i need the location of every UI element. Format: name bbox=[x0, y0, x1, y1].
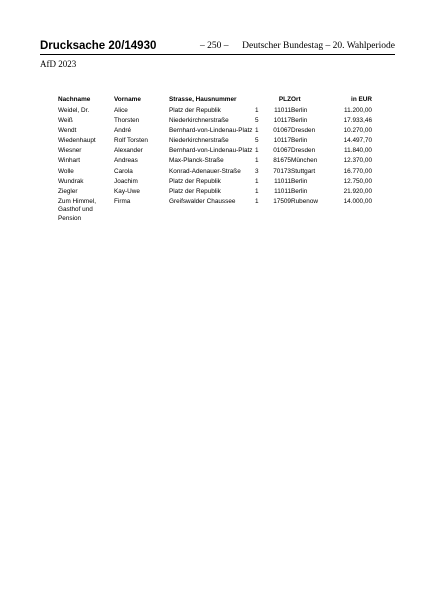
cell-amount: 10.270,00 bbox=[343, 127, 372, 135]
table-row bbox=[58, 157, 372, 167]
cell-last-name: Weiß bbox=[58, 117, 73, 125]
cell-last-name: Wendt bbox=[58, 127, 77, 135]
table-row bbox=[58, 117, 372, 127]
cell-first-name: André bbox=[114, 127, 132, 135]
column-header-street: Strasse, Hausnummer bbox=[169, 96, 237, 103]
cell-first-name: Firma bbox=[114, 197, 131, 205]
header-rule bbox=[40, 54, 395, 55]
cell-street: Niederkirchnerstraße bbox=[169, 137, 229, 145]
column-header-city: Ort bbox=[291, 96, 301, 103]
cell-city: Berlin bbox=[291, 187, 308, 195]
document-number bbox=[40, 39, 156, 53]
cell-plz: 01067 bbox=[273, 127, 291, 135]
cell-last-name: Weidel, Dr. bbox=[58, 107, 90, 114]
cell-amount: 11.200,00 bbox=[344, 107, 372, 114]
cell-house-number: 1 bbox=[255, 147, 259, 155]
page-header bbox=[40, 39, 395, 53]
cell-amount: 12.750,00 bbox=[343, 177, 372, 185]
cell-city: Dresden bbox=[291, 147, 316, 155]
cell-first-name: Joachim bbox=[114, 177, 138, 185]
table-row bbox=[58, 137, 372, 147]
cell-house-number: 1 bbox=[255, 107, 259, 114]
table-row bbox=[58, 188, 372, 198]
cell-city: Berlin bbox=[291, 117, 308, 125]
cell-first-name: Andreas bbox=[114, 157, 138, 165]
cell-last-name: Wolle bbox=[58, 167, 74, 175]
column-header-last-name: Nachname bbox=[58, 96, 91, 103]
donor-table-body bbox=[58, 107, 372, 225]
cell-city: Berlin bbox=[291, 177, 308, 185]
cell-city: Rubenow bbox=[291, 197, 319, 205]
cell-plz: 17509 bbox=[273, 197, 291, 205]
cell-city: Dresden bbox=[291, 127, 316, 135]
cell-street: Platz der Republik bbox=[169, 107, 221, 114]
cell-first-name: Carola bbox=[114, 167, 133, 175]
cell-city: München bbox=[291, 157, 318, 165]
cell-street: Bernhard-von-Lindenau-Platz bbox=[169, 147, 253, 155]
cell-plz: 10117 bbox=[273, 117, 291, 125]
cell-first-name: Alice bbox=[114, 107, 128, 114]
page-number: – 250 – bbox=[200, 41, 229, 51]
cell-plz: 81675 bbox=[273, 157, 291, 165]
table-row bbox=[58, 127, 372, 137]
cell-last-name: Wiesner bbox=[58, 147, 82, 155]
cell-street: Konrad-Adenauer-Straße bbox=[169, 167, 241, 175]
document-number-value: 14930 bbox=[124, 40, 157, 52]
cell-amount: 21.920,00 bbox=[343, 187, 372, 195]
cell-street: Niederkirchnerstraße bbox=[169, 117, 229, 125]
cell-plz: 11011 bbox=[274, 107, 291, 114]
table-row bbox=[58, 198, 372, 225]
cell-plz: 11011 bbox=[274, 177, 291, 185]
cell-last-name: Zum Himmel, Gasthof und Pension bbox=[58, 197, 96, 222]
cell-plz: 11011 bbox=[274, 187, 291, 195]
donor-table bbox=[58, 96, 372, 225]
cell-plz: 10117 bbox=[273, 137, 291, 145]
table-row bbox=[58, 168, 372, 178]
cell-plz: 01067 bbox=[273, 147, 291, 155]
cell-house-number: 1 bbox=[255, 157, 259, 165]
cell-last-name: Ziegler bbox=[58, 187, 78, 195]
cell-street: Platz der Republik bbox=[169, 177, 221, 185]
cell-street: Greifswalder Chaussee bbox=[169, 197, 236, 205]
cell-street: Max-Planck-Straße bbox=[169, 157, 224, 165]
cell-house-number: 5 bbox=[255, 117, 259, 125]
cell-house-number: 1 bbox=[255, 187, 259, 195]
cell-last-name: Wiedenhaupt bbox=[58, 137, 96, 145]
parliament-label: Deutscher Bundestag – 20. Wahlperiode bbox=[242, 41, 395, 51]
cell-city: Stuttgart bbox=[291, 167, 316, 175]
cell-last-name: Winhart bbox=[58, 157, 81, 165]
cell-city: Berlin bbox=[291, 107, 308, 114]
section-title: AfD 2023 bbox=[40, 59, 77, 69]
cell-house-number: 1 bbox=[255, 127, 259, 135]
cell-last-name: Wundrak bbox=[58, 177, 84, 185]
cell-amount: 16.770,00 bbox=[343, 167, 372, 175]
column-header-house-number bbox=[255, 96, 269, 107]
cell-house-number: 5 bbox=[255, 137, 259, 145]
table-row bbox=[58, 178, 372, 188]
cell-house-number: 1 bbox=[255, 177, 259, 185]
cell-city: Berlin bbox=[291, 137, 308, 145]
cell-plz: 70173 bbox=[273, 167, 291, 175]
column-header-amount: in EUR bbox=[351, 96, 372, 103]
cell-street: Bernhard-von-Lindenau-Platz bbox=[169, 127, 253, 135]
cell-first-name: Alexander bbox=[114, 147, 143, 155]
cell-first-name: Thorsten bbox=[114, 117, 140, 125]
cell-street: Platz der Republik bbox=[169, 187, 221, 195]
cell-amount: 14.000,00 bbox=[343, 197, 372, 205]
cell-amount: 17.933,46 bbox=[343, 117, 372, 125]
cell-house-number: 3 bbox=[255, 167, 259, 175]
table-header-row bbox=[58, 96, 372, 107]
table-row bbox=[58, 147, 372, 157]
cell-house-number: 1 bbox=[255, 197, 259, 205]
column-header-plz: PLZ bbox=[278, 96, 291, 103]
cell-first-name: Rolf Torsten bbox=[114, 137, 148, 145]
column-header-first-name: Vorname bbox=[114, 96, 141, 103]
cell-amount: 12.370,00 bbox=[343, 157, 372, 165]
cell-amount: 11.840,00 bbox=[344, 147, 372, 155]
table-row bbox=[58, 107, 372, 117]
cell-amount: 14.497,70 bbox=[343, 137, 372, 145]
cell-first-name: Kay-Uwe bbox=[114, 187, 140, 195]
document-label: Drucksache 20/ bbox=[40, 40, 125, 52]
